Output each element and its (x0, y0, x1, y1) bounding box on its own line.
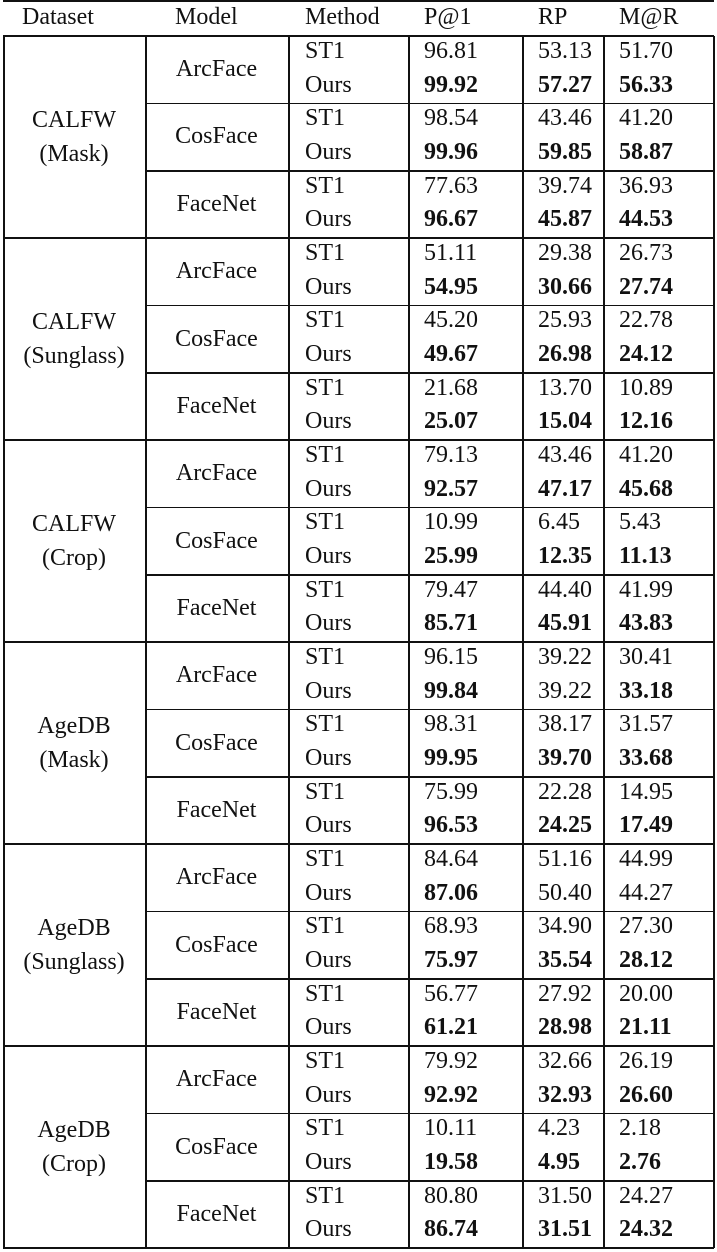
m-at-r-value: 2.76 (619, 1149, 661, 1176)
column-header-model: Model (175, 4, 238, 30)
method-cell: Ours (305, 812, 352, 839)
model-name: CosFace (175, 325, 258, 352)
method-cell: ST1 (305, 576, 346, 603)
method-cell: ST1 (305, 509, 346, 536)
model-name: CosFace (175, 1133, 258, 1160)
column-header-dataset: Dataset (22, 4, 94, 30)
dataset-label (3, 1046, 145, 1248)
m-at-r-value: 41.20 (619, 105, 673, 132)
rp-value: 43.46 (538, 442, 592, 469)
p-at-1-value: 61.21 (424, 1014, 478, 1041)
p-at-1-value: 25.07 (424, 408, 478, 435)
rp-value: 51.16 (538, 846, 592, 873)
rp-value: 39.70 (538, 745, 592, 772)
rp-value: 15.04 (538, 408, 592, 435)
p-at-1-value: 98.31 (424, 711, 478, 738)
rp-value: 53.13 (538, 38, 592, 64)
model-name: CosFace (175, 123, 258, 150)
model-name: ArcFace (175, 460, 258, 487)
p-at-1-value: 19.58 (424, 1149, 478, 1176)
p-at-1-value: 79.47 (424, 576, 478, 603)
m-at-r-value: 44.27 (619, 879, 673, 906)
column-header-p1: P@1 (424, 4, 472, 30)
m-at-r-value: 24.27 (619, 1182, 673, 1209)
method-cell: Ours (305, 543, 352, 570)
model-name: FaceNet (176, 392, 257, 419)
rp-value: 45.87 (538, 206, 592, 233)
method-cell: ST1 (305, 1115, 346, 1142)
column-header-mr: M@R (619, 4, 679, 30)
method-cell: Ours (305, 408, 352, 435)
column-divider (522, 36, 524, 1248)
p-at-1-value: 54.95 (424, 273, 478, 300)
p-at-1-value: 75.97 (424, 947, 478, 974)
m-at-r-value: 31.57 (619, 711, 673, 738)
dataset-label (3, 238, 145, 440)
m-at-r-value: 24.32 (619, 1216, 673, 1243)
p-at-1-value: 56.77 (424, 980, 478, 1007)
m-at-r-value: 27.30 (619, 913, 673, 940)
rp-value: 43.46 (538, 105, 592, 132)
m-at-r-value: 17.49 (619, 812, 673, 839)
p-at-1-value: 92.92 (424, 1081, 478, 1108)
rp-value: 13.70 (538, 374, 592, 401)
model-name: FaceNet (176, 594, 257, 621)
rp-value: 26.98 (538, 341, 592, 368)
m-at-r-value: 26.60 (619, 1081, 673, 1108)
rp-value: 47.17 (538, 475, 592, 502)
m-at-r-value: 21.11 (619, 1014, 672, 1041)
method-cell: Ours (305, 71, 352, 98)
model-name: CosFace (175, 729, 258, 756)
model-name: ArcFace (175, 864, 258, 891)
method-cell: Ours (305, 475, 352, 502)
dataset-name-line2: (Crop) (42, 545, 106, 572)
rp-value: 44.40 (538, 576, 592, 603)
column-divider (3, 36, 5, 1248)
rp-value: 50.40 (538, 879, 592, 906)
method-cell: Ours (305, 1216, 352, 1243)
rp-value: 22.28 (538, 778, 592, 805)
p-at-1-value: 68.93 (424, 913, 478, 940)
m-at-r-value: 41.99 (619, 576, 673, 603)
method-cell: ST1 (305, 38, 346, 64)
p-at-1-value: 99.92 (424, 71, 478, 98)
rp-value: 38.17 (538, 711, 592, 738)
method-cell: Ours (305, 139, 352, 165)
m-at-r-value: 27.74 (619, 273, 673, 300)
m-at-r-value: 28.12 (619, 947, 673, 974)
p-at-1-value: 99.95 (424, 745, 478, 772)
rp-value: 4.95 (538, 1149, 580, 1176)
dataset-name-line2: (Sunglass) (23, 343, 125, 370)
rp-value: 32.93 (538, 1081, 592, 1108)
method-cell: Ours (305, 1081, 352, 1108)
rp-value: 30.66 (538, 273, 592, 300)
method-cell: Ours (305, 745, 352, 772)
method-cell: Ours (305, 947, 352, 974)
p-at-1-value: 85.71 (424, 610, 478, 637)
m-at-r-value: 11.13 (619, 543, 672, 570)
method-cell: ST1 (305, 172, 346, 199)
p-at-1-value: 87.06 (424, 879, 478, 906)
rp-value: 35.54 (538, 947, 592, 974)
rp-value: 31.51 (538, 1216, 592, 1243)
p-at-1-value: 79.13 (424, 442, 478, 469)
m-at-r-value: 26.73 (619, 240, 673, 267)
m-at-r-value: 30.41 (619, 644, 673, 671)
rp-value: 24.25 (538, 812, 592, 839)
rp-value: 45.91 (538, 610, 592, 637)
method-cell: Ours (305, 206, 352, 233)
model-name: FaceNet (176, 998, 257, 1025)
dataset-name-line2: (Mask) (39, 141, 109, 167)
p-at-1-value: 86.74 (424, 1216, 478, 1243)
dataset-label (3, 440, 145, 642)
rp-value: 28.98 (538, 1014, 592, 1041)
rp-value: 57.27 (538, 71, 592, 98)
method-cell: ST1 (305, 711, 346, 738)
method-cell: Ours (305, 1149, 352, 1176)
method-cell: ST1 (305, 846, 346, 873)
m-at-r-value: 44.99 (619, 846, 673, 873)
model-name: FaceNet (176, 796, 257, 823)
dataset-label (3, 844, 145, 1046)
dataset-name-line1: AgeDB (37, 1117, 111, 1144)
method-cell: Ours (305, 1014, 352, 1041)
model-name: FaceNet (176, 1200, 257, 1227)
dataset-name-line1: AgeDB (37, 713, 111, 740)
p-at-1-value: 79.92 (424, 1048, 478, 1075)
p-at-1-value: 96.81 (424, 38, 478, 64)
rp-value: 39.74 (538, 172, 592, 199)
method-cell: Ours (305, 610, 352, 637)
m-at-r-value: 33.18 (619, 677, 673, 704)
p-at-1-value: 99.84 (424, 677, 478, 704)
rp-value: 39.22 (538, 644, 592, 671)
p-at-1-value: 99.96 (424, 139, 478, 165)
p-at-1-value: 75.99 (424, 778, 478, 805)
p-at-1-value: 92.57 (424, 475, 478, 502)
column-header-method: Method (305, 4, 380, 30)
method-cell: Ours (305, 879, 352, 906)
p-at-1-value: 84.64 (424, 846, 478, 873)
model-name: ArcFace (175, 258, 258, 285)
method-cell: ST1 (305, 307, 346, 334)
dataset-name-line1: CALFW (32, 511, 116, 538)
m-at-r-value: 20.00 (619, 980, 673, 1007)
dataset-divider (3, 1247, 714, 1249)
p-at-1-value: 21.68 (424, 374, 478, 401)
m-at-r-value: 26.19 (619, 1048, 673, 1075)
column-divider (408, 36, 410, 1248)
method-cell: ST1 (305, 240, 346, 267)
rp-value: 32.66 (538, 1048, 592, 1075)
p-at-1-value: 77.63 (424, 172, 478, 199)
m-at-r-value: 36.93 (619, 172, 673, 199)
rp-value: 12.35 (538, 543, 592, 570)
rp-value: 31.50 (538, 1182, 592, 1209)
p-at-1-value: 96.53 (424, 812, 478, 839)
method-cell: Ours (305, 677, 352, 704)
m-at-r-value: 44.53 (619, 206, 673, 233)
model-name: ArcFace (175, 1066, 258, 1093)
p-at-1-value: 96.15 (424, 644, 478, 671)
rp-value: 27.92 (538, 980, 592, 1007)
rp-value: 6.45 (538, 509, 580, 536)
p-at-1-value: 10.11 (424, 1115, 478, 1142)
p-at-1-value: 51.11 (424, 240, 478, 267)
column-header-rp: RP (538, 4, 568, 30)
method-cell: ST1 (305, 644, 346, 671)
method-cell: ST1 (305, 374, 346, 401)
column-divider (603, 36, 605, 1248)
m-at-r-value: 45.68 (619, 475, 673, 502)
p-at-1-value: 96.67 (424, 206, 478, 233)
p-at-1-value: 10.99 (424, 509, 478, 536)
m-at-r-value: 5.43 (619, 509, 661, 536)
rp-value: 34.90 (538, 913, 592, 940)
m-at-r-value: 14.95 (619, 778, 673, 805)
column-divider (145, 36, 147, 1248)
method-cell: ST1 (305, 442, 346, 469)
p-at-1-value: 25.99 (424, 543, 478, 570)
p-at-1-value: 80.80 (424, 1182, 478, 1209)
m-at-r-value: 51.70 (619, 38, 673, 64)
m-at-r-value: 33.68 (619, 745, 673, 772)
model-name: ArcFace (175, 56, 258, 83)
m-at-r-value: 22.78 (619, 307, 673, 334)
method-cell: Ours (305, 341, 352, 368)
dataset-label (3, 36, 145, 238)
column-divider (713, 36, 715, 1248)
method-cell: ST1 (305, 913, 346, 940)
m-at-r-value: 43.83 (619, 610, 673, 637)
dataset-name-line1: CALFW (32, 309, 116, 336)
dataset-label (3, 642, 145, 844)
method-cell: ST1 (305, 980, 346, 1007)
model-name: CosFace (175, 931, 258, 958)
rp-value: 59.85 (538, 139, 592, 165)
rp-value: 39.22 (538, 677, 592, 704)
dataset-name-line1: AgeDB (37, 915, 111, 942)
rp-value: 29.38 (538, 240, 592, 267)
method-cell: ST1 (305, 1048, 346, 1075)
m-at-r-value: 41.20 (619, 442, 673, 469)
m-at-r-value: 58.87 (619, 139, 673, 165)
rp-value: 4.23 (538, 1115, 580, 1142)
dataset-name-line2: (Crop) (42, 1151, 106, 1178)
m-at-r-value: 24.12 (619, 341, 673, 368)
dataset-name-line1: CALFW (32, 107, 116, 133)
dataset-name-line2: (Sunglass) (23, 949, 125, 976)
method-cell: ST1 (305, 105, 346, 132)
m-at-r-value: 56.33 (619, 71, 673, 98)
table-top-border (3, 0, 714, 2)
method-cell: Ours (305, 273, 352, 300)
m-at-r-value: 12.16 (619, 408, 673, 435)
model-name: CosFace (175, 527, 258, 554)
method-cell: ST1 (305, 1182, 346, 1209)
model-name: FaceNet (176, 190, 257, 217)
column-divider (288, 36, 290, 1248)
m-at-r-value: 2.18 (619, 1115, 661, 1142)
p-at-1-value: 98.54 (424, 105, 478, 132)
dataset-name-line2: (Mask) (39, 747, 109, 774)
method-cell: ST1 (305, 778, 346, 805)
p-at-1-value: 49.67 (424, 341, 478, 368)
rp-value: 25.93 (538, 307, 592, 334)
m-at-r-value: 10.89 (619, 374, 673, 401)
p-at-1-value: 45.20 (424, 307, 478, 334)
model-name: ArcFace (175, 662, 258, 689)
